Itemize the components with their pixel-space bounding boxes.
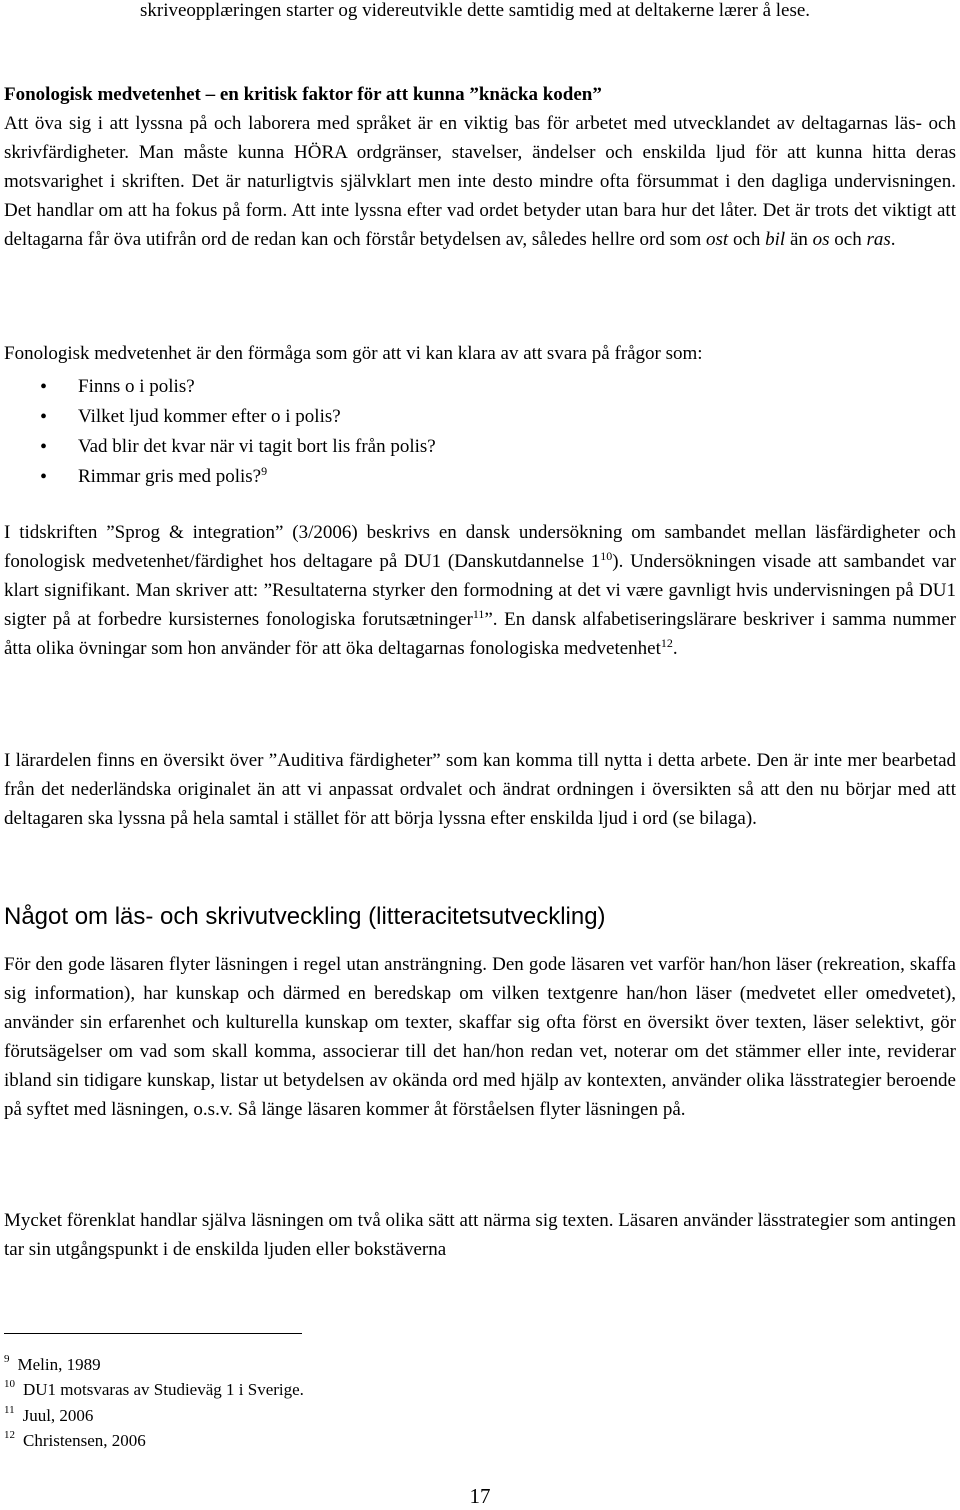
section-fonologisk bbox=[4, 80, 956, 254]
text: . bbox=[672, 638, 678, 659]
word: och bbox=[732, 229, 761, 250]
section-heading: Fonologisk medvetenhet – en kritisk faktor för att kunna ”knäcka koden” bbox=[4, 84, 602, 105]
footnote-ref[interactable]: 12 bbox=[660, 636, 673, 650]
footnote: $^{12}$ Christensen, 2006 bbox=[4, 1429, 146, 1450]
punctuation: . bbox=[890, 229, 896, 250]
text: ). Undersökningen visade att sambandet var klart signifikant. Man skriver att: ”Resultaterna styrker den formodning at det vi være gavnligt hvis undervisningen på DU1 sigter på at forbedre kursisternes fonologiska forutsætninger bbox=[4, 551, 956, 630]
footnote-ref[interactable]: 10 bbox=[600, 549, 613, 563]
word: och bbox=[834, 229, 862, 250]
paragraph-gode-lasaren: För den gode läsaren flyter läsningen i regel utan ansträngning. Den gode läsaren vet varför han/hon läser (rekreation, skaffa sig information), har kunskap och därmed en beredskap om vilken textgenre han/hon läser (medvetet eller omedvetet), använder sin erfarenhet och kulturella kunskap om texter, skaffar sig ofta först en översikt över texten, läser selektivt, gör förutsägelser om vad som skall komma, associerar till det han/hon redan vet, noterar om det stämmer eller inte, reviderar ibland sin tidigare kunskap, listar ut betydelsen av okända ord med hjälp av kontexten, använder olika lässtrategier beroende på syftet med läsningen, o.s.v. Så länge läsaren kommer åt förståelsen flyter läsningen på. bbox=[4, 954, 956, 1120]
paragraph-forenklat: Mycket förenklat handlar själva läsningen om två olika sätt att närma sig texten. Läsaren använder lässtrategier som antingen tar sin utgångspunkt i de enskilda ljuden eller bokstäverna bbox=[4, 1210, 956, 1260]
footnote-ref[interactable]: 11 bbox=[472, 607, 485, 621]
footnote-ref[interactable]: 9 bbox=[261, 464, 268, 478]
page-number: 17 bbox=[469, 1484, 491, 1508]
example-word: os bbox=[812, 229, 830, 250]
list-item: • Vilket ljud kommer efter o i polis? bbox=[40, 402, 436, 432]
paragraph-lardelen: I lärardelen finns en översikt över ”Auditiva färdigheter” som kan komma till nytta i detta arbete. Den är inte mer bearbetad från det nederländska originalet än att vi anpassat ordvalet och ändrat ordningen i översikten så att den nu börjar med att deltagaren ska lyssna på hela samtal i stället för att börja lyssna efter enskilda ljud i ord (se bilaga). bbox=[4, 750, 956, 829]
question-list bbox=[40, 372, 436, 492]
footnote: $^{10}$ DU1 motsvaras av Studieväg 1 i Sverige. bbox=[4, 1378, 304, 1399]
example-word: ras bbox=[866, 229, 891, 250]
example-word: bil bbox=[765, 229, 786, 250]
list-item: • Rimmar gris med polis?$^9$ bbox=[40, 462, 436, 492]
footnote: $^9$ Melin, 1989 bbox=[4, 1353, 101, 1374]
section-heading-litteracitet: Något om läs- och skrivutveckling (litteracitetsutveckling) bbox=[4, 903, 606, 930]
paragraph-tidskriften bbox=[4, 518, 956, 663]
text: I tidskriften ”Sprog & integration” (3/2006) beskrivs en dansk undersökning om sambandet mellan läsfärdigheter och fonologisk medvetenhet/färdighet hos deltagare på DU1 (Danskutdannelse 1 bbox=[4, 522, 956, 572]
paragraph-text: Att öva sig i att lyssna på och laborera med språket är en viktig bas för arbetet med utvecklandet av deltagarnas läs- och skrivfärdigheter. Man måste kunna HÖRA ordgränser, stavelser, ändelser och enskilda ljud för att kunna hitta deras motsvarighet i skriften. Det är naturligtvis självklart men inte desto mindre ofta försummat i den dagliga undervisningen. Det handlar om att ha fokus på form. Att inte lyssna efter vad ordet betyder utan bara hur det låter. Det är trots det viktigt att deltagarna får öva utifrån ord de redan kan och förstår betydelsen av, således hellre ord som bbox=[4, 113, 956, 250]
list-item: • Finns o i polis? bbox=[40, 372, 436, 402]
word: än bbox=[789, 229, 808, 250]
text: ”. En dansk alfabetiseringslärare beskriver i samma nummer åtta olika övningar som hon använder för att öka deltagarnas fonologiska medvetenhet bbox=[4, 609, 956, 659]
list-item: • Vad blir det kvar när vi tagit bort lis från polis? bbox=[40, 432, 436, 462]
footnote: $^{11}$ Juul, 2006 bbox=[4, 1404, 94, 1425]
continued-paragraph: skriveopplæringen starter og videreutvikle dette samtidig med at deltakerne lærer å lese. bbox=[140, 0, 811, 21]
footnote-separator bbox=[4, 1333, 302, 1334]
paragraph-question-intro: Fonologisk medvetenhet är den förmåga som gör att vi kan klara av att svara på frågor som: bbox=[4, 343, 703, 364]
example-word: ost bbox=[706, 229, 729, 250]
